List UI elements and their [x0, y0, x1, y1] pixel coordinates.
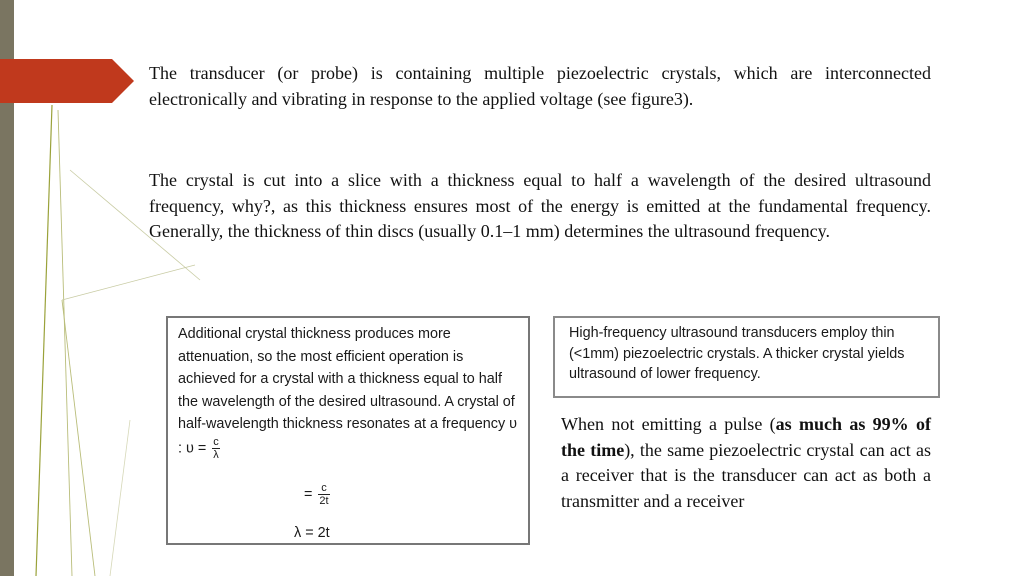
- figure-left-body: Additional crystal thickness produces more attenuation, so the most efficient operation is achieved for a crystal with a thickness equal to half the wavelength of the desired ultrasound. A crystal of half-wavelength thickness resonates at a frequency υ : υ =: [178, 326, 518, 457]
- equation-c-over-2t: [304, 482, 330, 507]
- receiver-text-end: ), the same piezoelectric crystal can act as a receiver that is the transducer can act as both a transmitter and a receiver: [561, 439, 931, 511]
- equals-sign: =: [304, 486, 313, 503]
- figure-half-wavelength: [166, 316, 530, 545]
- paragraph-receiver: [561, 412, 931, 514]
- figure-left-text: [178, 323, 522, 461]
- fraction-denominator: λ: [213, 448, 219, 461]
- deco-line-5: [62, 300, 95, 576]
- fraction-c-over-2t: [318, 482, 329, 507]
- fraction-c-over-lambda: [212, 436, 220, 461]
- deco-line-4: [62, 265, 195, 300]
- paragraph-crystal-thickness: The crystal is cut into a slice with a thickness equal to half a wavelength of the desired ultrasound frequency, why?, as this thickness ensures most of the energy is emitted at the fundamental frequency. Generally, the thickness of thin discs (usually 0.1–1 mm) determines the ultrasound frequency.: [149, 170, 931, 242]
- deco-line-1: [36, 105, 52, 576]
- fraction-denominator: 2t: [319, 495, 329, 507]
- deco-line-2: [58, 110, 72, 576]
- equation-lambda: λ = 2t: [294, 525, 330, 541]
- figure-high-frequency: [553, 316, 940, 398]
- receiver-text-bold: as much as 99% of the time: [561, 414, 931, 460]
- deco-line-6: [110, 420, 130, 576]
- figure-right-text: High-frequency ultrasound transducers employ thin (<1mm) piezoelectric crystals. A thicker crystal yields ultrasound of lower frequency.: [569, 325, 905, 383]
- fraction-numerator: c: [213, 435, 219, 448]
- paragraph-transducer: The transducer (or probe) is containing multiple piezoelectric crystals, which are interconnected electronically and vibrating in response to the applied voltage (see figure3).: [149, 63, 931, 109]
- fraction-numerator: c: [318, 482, 329, 495]
- receiver-text-start: When not emitting a pulse (: [561, 414, 776, 434]
